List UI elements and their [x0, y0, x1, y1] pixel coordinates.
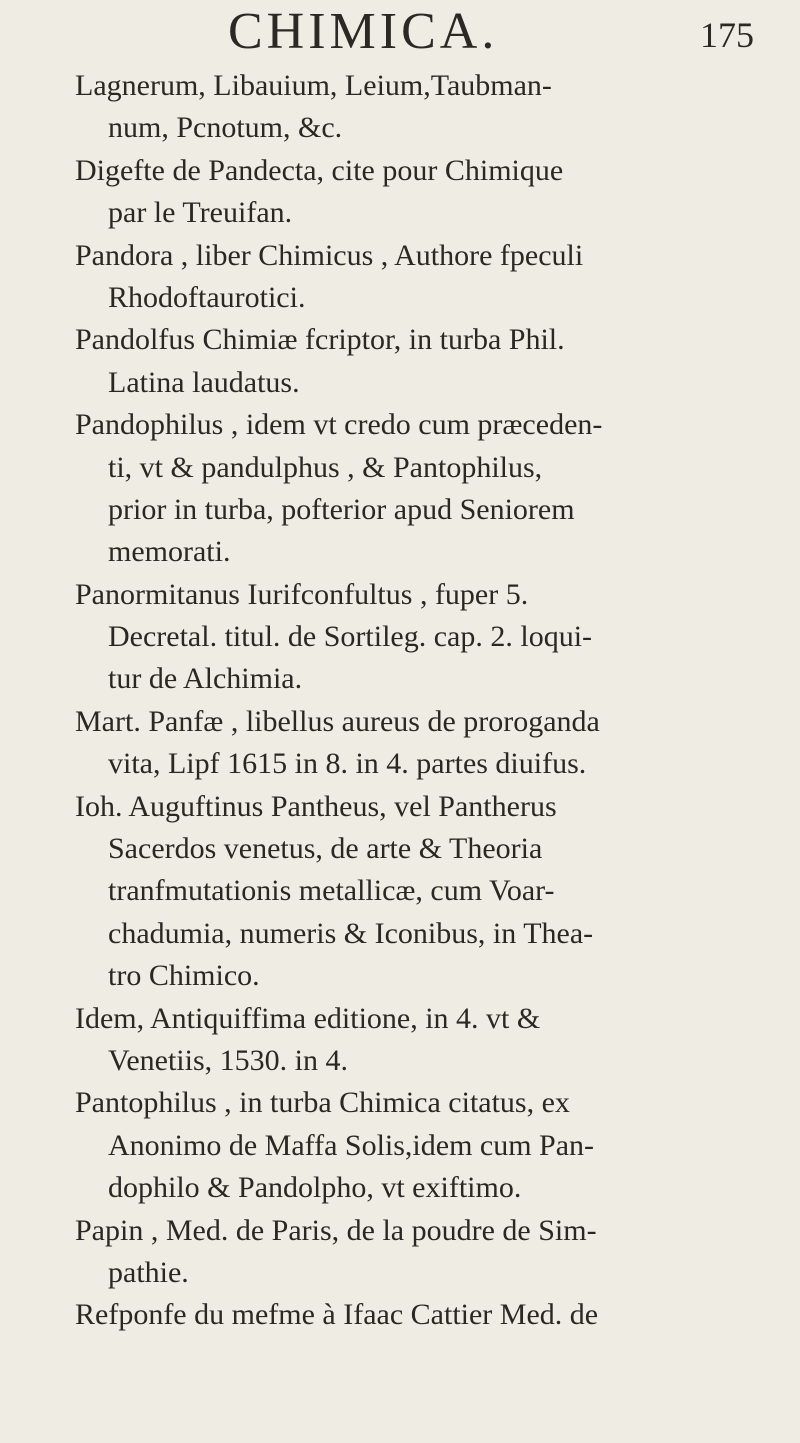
entry-line: Pantophilus , in turba Chimica citatus, ex	[75, 1086, 570, 1120]
entry	[0, 319, 800, 404]
entry-line: num, Pcnotum, &c.	[108, 111, 343, 145]
entry-line: tranfmutationis metallicæ, cum Voar-	[108, 874, 555, 908]
entry-line: Mart. Panfæ , libellus aureus de proroganda	[75, 704, 600, 738]
entry-line: Rhodoftaurotici.	[108, 280, 306, 314]
entry-line: tur de Alchimia.	[108, 662, 303, 696]
entry-line: prior in turba, pofterior apud Seniorem	[108, 492, 575, 526]
entry-line: Digefte de Pandecta, cite pour Chimique	[75, 153, 564, 187]
entry-line: memorati.	[108, 535, 231, 569]
entry-line: par le Treuifan.	[108, 196, 293, 230]
entry-line: Sacerdos venetus, de arte & Theoria	[108, 832, 543, 866]
entry	[0, 998, 800, 1083]
entry	[0, 786, 800, 998]
entry	[0, 65, 800, 150]
entry-line: Papin , Med. de Paris, de la poudre de Sim-	[75, 1213, 597, 1247]
entry-line: Anonimo de Maffa Solis,idem cum Pan-	[108, 1128, 595, 1162]
entry	[0, 150, 800, 235]
entry-line: pathie.	[108, 1255, 189, 1289]
entry-line: Pandolfus Chimiæ fcriptor, in turba Phil.	[75, 323, 565, 357]
body-text	[0, 65, 800, 1337]
entry-line: Pandora , liber Chimicus , Authore fpeculi	[75, 238, 584, 272]
entry	[0, 1294, 800, 1336]
entry-line: vita, Lipf 1615 in 8. in 4. partes diuifus.	[108, 747, 587, 781]
entry-line: Decretal. titul. de Sortileg. cap. 2. loqui-	[108, 620, 593, 654]
page-number: 175	[700, 15, 754, 55]
entry	[0, 404, 800, 574]
entry-line: Venetiis, 1530. in 4.	[108, 1043, 348, 1077]
entry-line: Latina laudatus.	[108, 365, 300, 399]
entry	[0, 235, 800, 320]
entry	[0, 1082, 800, 1209]
page-header	[0, 2, 800, 62]
entry	[0, 701, 800, 786]
entry	[0, 574, 800, 701]
entry-line: Lagnerum, Libauium, Leium,Taubman-	[75, 69, 552, 102]
entry-line: chadumia, numeris & Iconibus, in Thea-	[108, 916, 594, 950]
entry-line: Pandophilus , idem vt credo cum præceden-	[75, 408, 603, 442]
entry-line: tro Chimico.	[108, 959, 260, 993]
entry	[0, 1210, 800, 1295]
entry-line: Idem, Antiquiffima editione, in 4. vt &	[75, 1001, 541, 1035]
running-title: CHIMICA.	[228, 3, 499, 60]
entry-line: Refponfe du mefme à Ifaac Cattier Med. de	[75, 1298, 599, 1332]
entry-line: dophilo & Pandolpho, vt exiftimo.	[108, 1171, 522, 1205]
entry-line: ti, vt & pandulphus , & Pantophilus,	[108, 450, 543, 484]
entry-line: Panormitanus Iurifconfultus , fuper 5.	[75, 577, 529, 611]
entry-line: Ioh. Auguftinus Pantheus, vel Pantherus	[75, 789, 557, 823]
